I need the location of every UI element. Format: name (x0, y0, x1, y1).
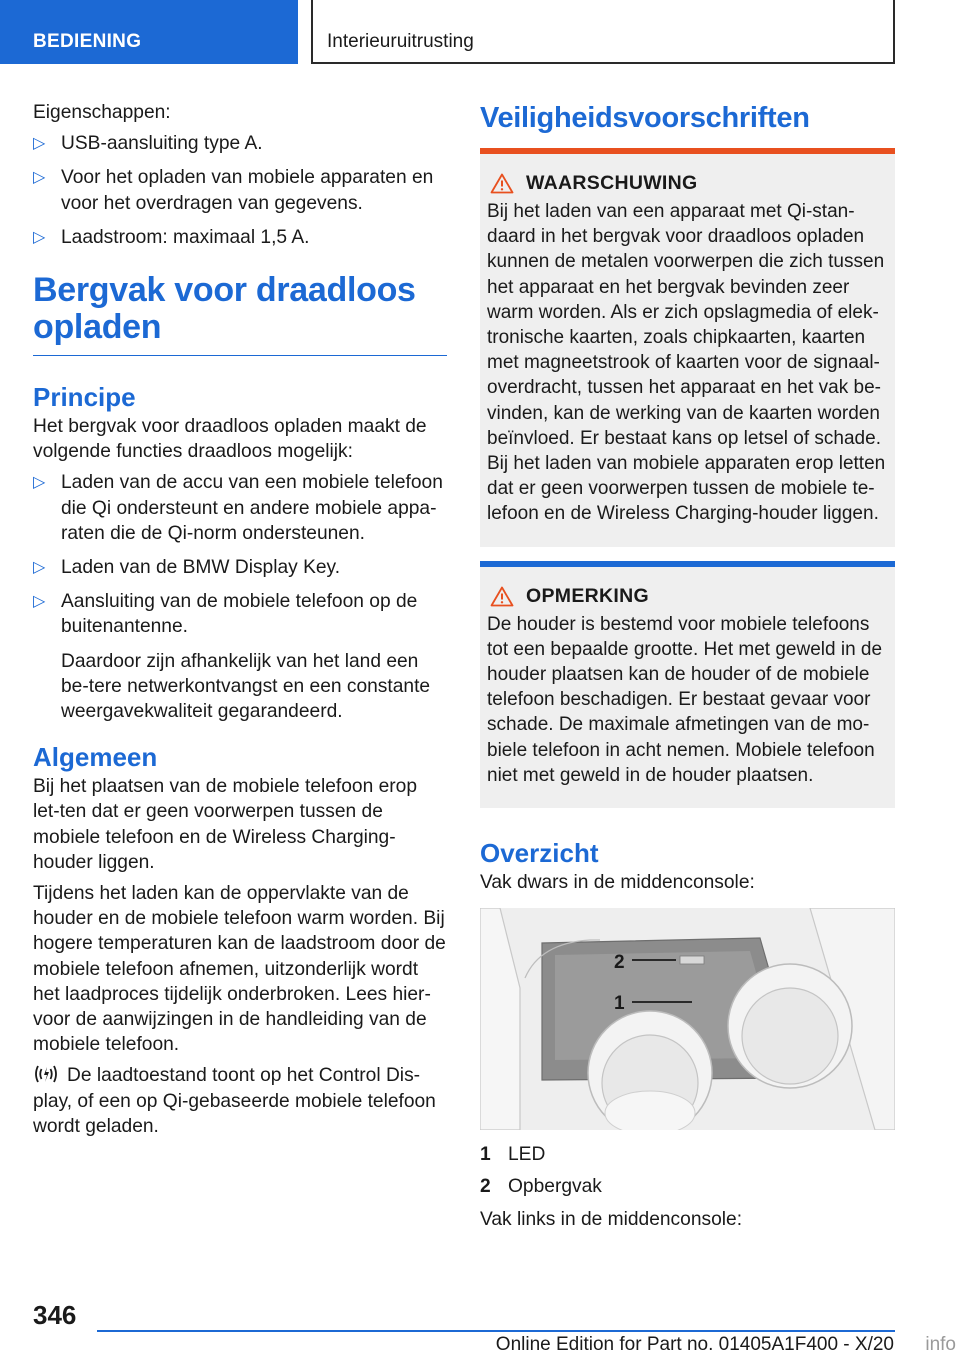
properties-list (33, 131, 447, 250)
triangle-bullet-icon: ▷ (33, 559, 46, 577)
triangle-bullet-icon: ▷ (33, 474, 46, 492)
list-item: ▷ Laden van de BMW Display Key. (33, 555, 447, 580)
warning-triangle-icon (490, 173, 514, 194)
warning-title: WAARSCHUWING (487, 172, 887, 195)
principe-list (33, 470, 447, 724)
safety-heading: Veiligheidsvoorschriften (480, 102, 810, 134)
note-box (480, 561, 895, 808)
triangle-bullet-icon: ▷ (33, 169, 46, 187)
edition-note: Online Edition for Part no. 01405A1F400 - X/20 (495, 1334, 894, 1355)
note-text: De houder is bestemd voor mobiele telefoons tot een bepaalde grootte. Het met geweld in de houder plaatsen kan de houder of de mobiele telefoon beschadigen. Er bestaat gevaar voor schade. De maximale afmetingen van de mo-biele telefoon in acht nemen. Mobiele telefoon niet met geweld in de houder plaatsen. (487, 613, 883, 786)
list-item: ▷ Voor het opladen van mobiele apparaten en voor het overdragen van gegevens. (33, 167, 434, 214)
algemeen-paragraph-1: Bij het plaatsen van de mobiele telefoon erop let-ten dat er geen voorwerpen tussen de mobiele telefoon en de Wireless Charging-houder liggen. (33, 776, 418, 873)
site-watermark: info (925, 1334, 956, 1355)
note-title: OPMERKING (487, 585, 887, 608)
algemeen-heading: Algemeen (33, 742, 158, 773)
triangle-bullet-icon: ▷ (33, 593, 46, 611)
overview-text: Vak dwars in de middenconsole: (480, 872, 755, 894)
center-console-illustration (480, 908, 895, 1130)
right-column (480, 98, 895, 1232)
callout-label-1: 1 (614, 993, 625, 1015)
callout-label-2: 2 (614, 952, 625, 974)
principe-heading: Principe (33, 382, 136, 413)
chapter-title: Interieuruitrusting (311, 0, 895, 64)
list-item: ▷ Laden van de accu van een mobiele telefoon die Qi ondersteunt en andere mobiele appa-raten die de Qi-norm ondersteunen. (33, 472, 443, 544)
principe-text: Het bergvak voor draadloos opladen maakt de volgende functies draadloos mogelijk: (33, 416, 427, 463)
page-number: 346 (33, 1300, 77, 1330)
console-figure (480, 908, 895, 1130)
wireless-charging-icon (33, 1063, 59, 1085)
warning-text: Bij het laden van een apparaat met Qi-stan-daard in het bergvak voor draadloos opladen kunnen de metalen voorwerpen die zich tussen het apparaat en het bergvak bevinden zeer warm worden. Als er zich opslagmedia of elek-tronische kaarten, zoals chipkaarten, kaarten met magneetstrook of kaarten voor de signaal-overdracht, tussen het apparaat en het vak be-vinden, kan de werking van de kaarten worden beïnvloed. Er bestaat kans op letsel of schade. Bij het laden van mobiele apparaten erop letten dat er geen voorwerpen tussen de mobiele te-lefoon en de Wireless Charging-houder liggen. (487, 201, 886, 525)
properties-label: Eigenschappen: (33, 102, 171, 123)
triangle-bullet-icon: ▷ (33, 135, 46, 153)
warning-triangle-icon (490, 586, 514, 607)
closing-text: Vak links in de middenconsole: (480, 1209, 743, 1231)
list-item: ▷ Laadstroom: maximaal 1,5 A. (33, 225, 447, 250)
overview-heading: Overzicht (480, 838, 599, 869)
list-item: ▷ Aansluiting van de mobiele telefoon op de buitenantenne. Daardoor zijn afhankelijk van het land een be-tere netwerkontvangst en een constante weergavekwaliteit gegarandeerd. (33, 589, 447, 724)
left-column (33, 100, 447, 1139)
list-item-subtext: Daardoor zijn afhankelijk van het land een be-tere netwerkontvangst en een constante weergavekwaliteit gegarandeerd. (61, 650, 431, 723)
figure-legend (480, 1142, 895, 1199)
algemeen-paragraph-2: Tijdens het laden kan de oppervlakte van de houder en de mobiele telefoon warm worden. Bij hogere temperaturen kan de laadstroom door de mobiele telefoon afnemen, uitzonderlijk wordt het laadproces tijdelijk onderbroken. Lees hier-voor de aanwijzingen in de handleiding van de mobiele telefoon. (33, 883, 446, 1056)
legend-row: 2 Opbergvak (480, 1176, 602, 1198)
legend-row: 1 LED (480, 1144, 546, 1166)
section-tab: BEDIENING (0, 0, 298, 64)
algemeen-paragraph-3: De laadtoestand toont op het Control Dis-play, of een op Qi-gebaseerde mobiele telefoon wordt geladen. (33, 1065, 436, 1137)
warning-box (480, 148, 895, 547)
main-title: Bergvak voor draadloos opladen (33, 272, 447, 356)
list-item: ▷ USB-aansluiting type A. (33, 131, 447, 156)
triangle-bullet-icon: ▷ (33, 228, 46, 246)
footer-divider (97, 1330, 895, 1332)
